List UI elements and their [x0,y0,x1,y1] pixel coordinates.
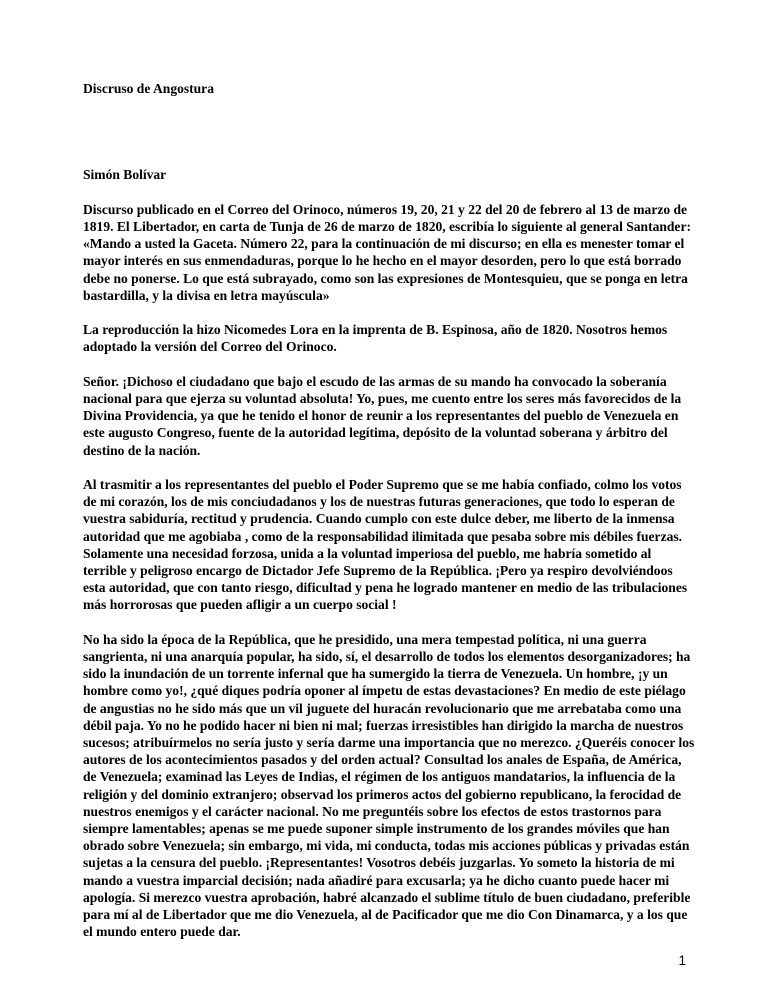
paragraph-reproduction-note: La reproducción la hizo Nicomedes Lora en la imprenta de B. Espinosa, año de 1820. Nosotros hemos adoptado la versión del Correo del Orinoco. [83,322,668,355]
paragraph-opening: Señor. ¡Dichoso el ciudadano que bajo el escudo de las armas de su mando ha convocado la soberanía nacional para que ejerza su voluntad absoluta! Yo, pues, me cuento entre los seres más favorecidos de la Divina Providencia, ya que he tenido el honor de reunir a los representantes del pueblo de Venezuela en este augusto Congreso, fuente de la autoridad legítima, depósito de la voluntad soberana y árbitro del destino de la nación. [83,373,682,458]
title-spacer [83,114,698,166]
document-body [83,80,698,958]
paragraph-transmission: Al trasmitir a los representantes del pueblo el Poder Supremo que se me había confiado, colmo los votos de mi corazón, los de mis conciudadanos y los de nuestras futuras generaciones, que todo lo esperan de vuestra sabiduría, rectitud y prudencia. Cuando cumplo con este dulce deber, me liberto de la inmensa autoridad que me agobiaba , como de la responsabilidad ilimitada que pesaba sobre mis débiles fuerzas. Solamente una necesidad forzosa, unida a la voluntad imperiosa del pueblo, me habría sometido al terrible y peligroso encargo de Dictador Jefe Supremo de la República. ¡Pero ya respiro devolviéndoos esta autoridad, que con tanto riesgo, dificultad y pena he logrado mantener en medio de las tribulaciones más horrorosas que pueden afligir a un cuerpo social ! [83,476,688,613]
document-title: Discruso de Angostura [83,81,214,96]
paragraph-republic: No ha sido la época de la República, que he presidido, una mera tempestad política, ni una guerra sangrienta, ni una anarquía popular, ha sido, sí, el desarrollo de todos los elementos desorganizadores; ha sido la inundación de un torrente infernal que ha sumergido la tierra de Venezuela. Un hombre, ¡y un hombre como yo!, ¿qué diques podría oponer al ímpetu de estas devastaciones? En medio de este piélago de angustias no he sido más que un vil juguete del huracán revolucionario que me arrebataba como una débil paja. Yo no he podido hacer ni bien ni mal; fuerzas irresistibles han dirigido la marcha de nuestros sucesos; atribuírmelos no sería justo y sería darme una importancia que no merezco. ¿Queréis conocer los autores de los acontecimientos pasados y del orden actual? Consultad los anales de España, de América, de Venezuela; examinad las Leyes de Indias, el régimen de los antiguos mandatarios, la influencia de la religión y del dominio extranjero; observad los primeros actos del gobierno republicano, la ferocidad de nuestros enemigos y el carácter nacional. No me preguntéis sobre los efectos de estos trastornos para siempre lamentables; apenas se me puede suponer simple instrumento de los grandes móviles que han obrado sobre Venezuela; sin embargo, mi vida, mi conducta, todas mis acciones públicas y privadas están sujetas a la censura del pueblo. ¡Representantes! Vosotros debéis juzgarlas. Yo someto la historia de mi mando a vuestra imparcial decisión; nada añadiré para excusarla; ya he dicho cuanto puede hacer mi apología. Si merezco vuestra aprobación, habré alcanzado el sublime título de buen ciudadano, preferible para mí al de Libertador que me dio Venezuela, al de Pacificador que me dio Con Dinamarca, y a los que el mundo entero puede dar. [83,631,695,940]
author-name: Simón Bolívar [83,167,167,183]
paragraph-publication-note: Discurso publicado en el Correo del Orinoco, números 19, 20, 21 y 22 del 20 de febrero al 13 de marzo de 1819. El Libertador, en carta de Tunja de 26 de marzo de 1820, escribía lo siguiente al general Santander: «Mando a usted la Gaceta. Número 22, para la continuación de mi discurso; en ella es menester tomar el mayor interés en sus enmendaduras, porque lo he hecho en el mayor desorden, pero lo que está borrado debe no ponerse. Lo que está subrayado, como son las expresiones de Montesquieu, que se ponga en letra bastardilla, y la divisa en letra mayúscula» [83,201,691,303]
page-number: 1 [678,953,686,968]
